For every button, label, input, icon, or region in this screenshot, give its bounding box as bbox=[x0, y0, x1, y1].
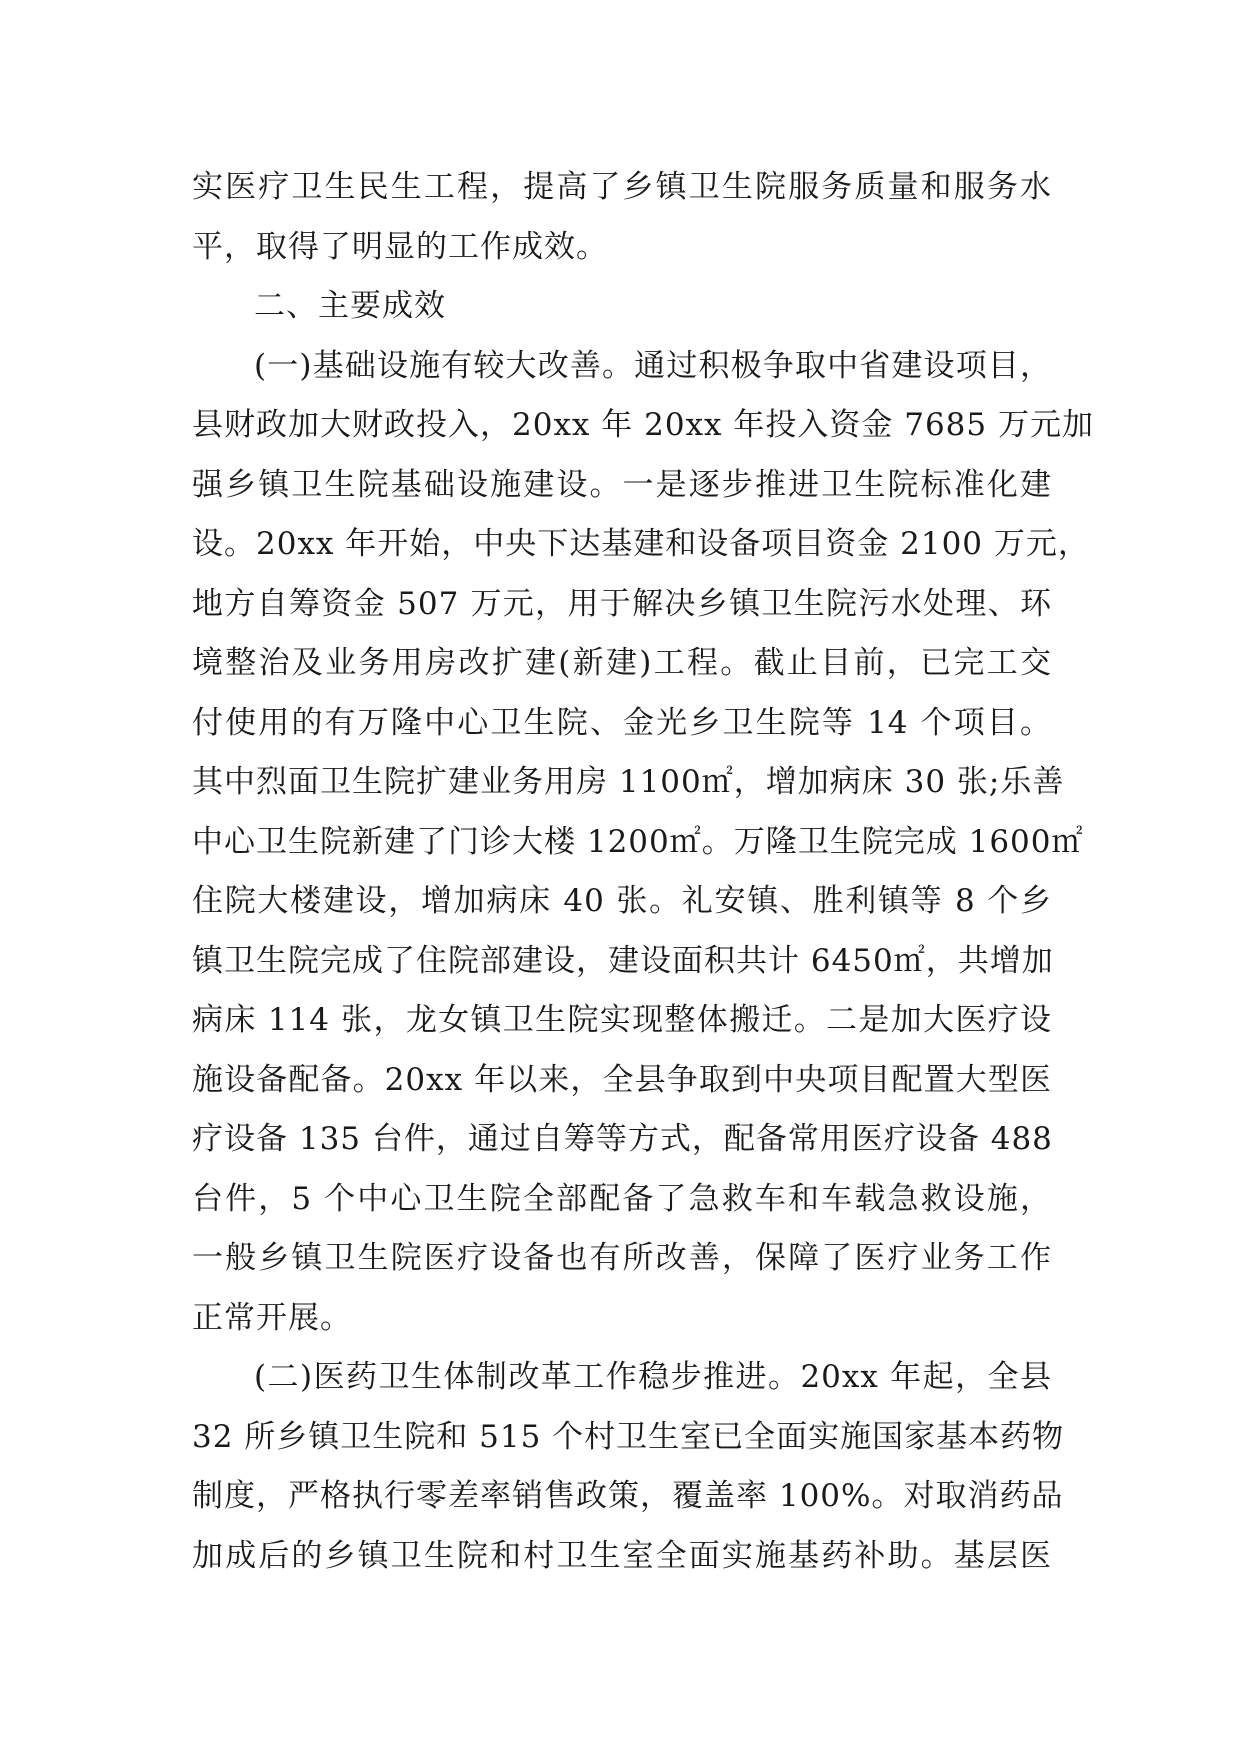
text-line: 32 所乡镇卫生院和 515 个村卫生室已全面实施国家基本药物 bbox=[192, 1418, 1065, 1455]
text-line: 疗设备 135 台件，通过自筹等方式，配备常用医疗设备 488 bbox=[192, 1121, 1053, 1157]
text-line: 台件，5 个中心卫生院全部配备了急救车和车载急救设施， bbox=[192, 1180, 1052, 1217]
section-heading: 二、主要成效 bbox=[254, 288, 446, 324]
text-line: 平，取得了明显的工作成效。 bbox=[192, 228, 608, 265]
text-line: 实医疗卫生民生工程，提高了乡镇卫生院服务质量和服务水 bbox=[192, 169, 1052, 205]
text-line: 中心卫生院新建了门诊大楼 1200㎡。万隆卫生院完成 1600㎡ bbox=[192, 823, 1084, 860]
text-line: 制度，严格执行零差率销售政策，覆盖率 100%。对取消药品 bbox=[192, 1478, 1064, 1514]
paragraph-first-line: (二)医药卫生体制改革工作稳步推进。20xx 年起，全县 bbox=[254, 1359, 1052, 1395]
paragraph-first-line: (一)基础设施有较大改善。通过积极争取中省建设项目， bbox=[254, 347, 1052, 384]
text-line: 地方自筹资金 507 万元，用于解决乡镇卫生院污水处理、环 bbox=[192, 585, 1052, 622]
text-line: 境整治及业务用房改扩建(新建)工程。截止目前，已完工交 bbox=[192, 645, 1052, 681]
text-line: 设。20xx 年开始，中央下达基建和设备项目资金 2100 万元， bbox=[192, 526, 1090, 562]
text-line: 病床 114 张，龙女镇卫生院实现整体搬迁。二是加大医疗设 bbox=[192, 1002, 1052, 1038]
text-line: 施设备配备。20xx 年以来，全县争取到中央项目配置大型医 bbox=[192, 1061, 1052, 1098]
document-body bbox=[192, 158, 1094, 1586]
text-line: 其中烈面卫生院扩建业务用房 1100㎡，增加病床 30 张;乐善 bbox=[192, 764, 1065, 800]
text-line: 住院大楼建设，增加病床 40 张。礼安镇、胜利镇等 8 个乡 bbox=[192, 883, 1052, 919]
text-line: 一般乡镇卫生院医疗设备也有所改善，保障了医疗业务工作 bbox=[192, 1240, 1052, 1276]
text-line: 县财政加大财政投入，20xx 年 20xx 年投入资金 7685 万元加 bbox=[192, 407, 1094, 443]
text-line: 强乡镇卫生院基础设施建设。一是逐步推进卫生院标准化建 bbox=[192, 466, 1052, 503]
text-line: 正常开展。 bbox=[192, 1299, 352, 1336]
text-line: 付使用的有万隆中心卫生院、金光乡卫生院等 14 个项目。 bbox=[192, 704, 1052, 741]
text-line: 加成后的乡镇卫生院和村卫生室全面实施基药补助。基层医 bbox=[192, 1537, 1052, 1574]
text-line: 镇卫生院完成了住院部建设，建设面积共计 6450㎡，共增加 bbox=[192, 942, 1054, 979]
